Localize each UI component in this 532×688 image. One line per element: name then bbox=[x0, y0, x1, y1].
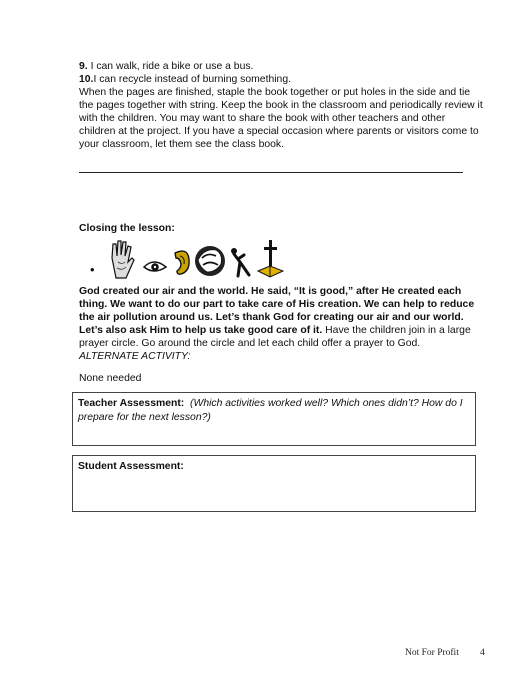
teacher-assessment-box[interactable] bbox=[72, 392, 476, 446]
instructions-line: children at the project. If you have a special occasion where parents or visitors come to bbox=[79, 126, 479, 137]
instructions-line: When the pages are finished, staple the book together or put holes in the side and tie bbox=[79, 87, 471, 98]
teacher-assessment-prompt: Teacher Assessment: (Which activities worked well? Which ones didn’t? How do I prepare for the next lesson?) bbox=[78, 398, 463, 423]
cross-bible-icon bbox=[258, 240, 283, 277]
list-item-9: 9. I can walk, ride a bike or use a bus. bbox=[79, 61, 254, 72]
hand-icon bbox=[112, 241, 134, 278]
instructions-line: your classroom, let them see the class book. bbox=[79, 139, 285, 150]
prayer-line: prayer circle. Go around the circle and let each child offer a prayer to God. bbox=[79, 338, 421, 349]
closing-heading: Closing the lesson: bbox=[79, 223, 175, 234]
page-number: 4 bbox=[480, 648, 485, 658]
bullet: • bbox=[90, 262, 95, 277]
instructions-line: the pages together with string. Keep the book in the classroom and periodically review it bbox=[79, 100, 483, 111]
alternate-activity-value: None needed bbox=[79, 373, 142, 384]
closing-text-line: thing. We want to do our part to take care of His creation. We can help to reduce bbox=[79, 299, 475, 310]
instructions-line: with the children. You may want to share the book with other teachers and other bbox=[79, 113, 446, 124]
alternate-activity-label: ALTERNATE ACTIVITY: bbox=[79, 351, 191, 362]
closing-text-line: the air pollution around us. Let’s thank God for creating our air and our world. bbox=[79, 312, 464, 323]
horizontal-rule bbox=[79, 172, 463, 173]
praying-person-icon bbox=[231, 248, 249, 276]
footer-text: Not For Profit bbox=[405, 648, 459, 658]
list-item-10: 10.I can recycle instead of burning something. bbox=[79, 74, 291, 85]
head-icon bbox=[195, 246, 225, 276]
eye-icon bbox=[144, 262, 166, 271]
ear-icon bbox=[175, 251, 189, 274]
closing-text-line: Let’s also ask Him to help us take good care of it. Have the children join in a large bbox=[79, 325, 471, 336]
student-assessment-box[interactable] bbox=[72, 455, 476, 512]
closing-text-line: God created our air and the world. He said, “It is good,” after He created each bbox=[79, 286, 462, 297]
senses-icon-strip bbox=[92, 238, 292, 282]
student-assessment-label: Student Assessment: bbox=[78, 461, 184, 472]
